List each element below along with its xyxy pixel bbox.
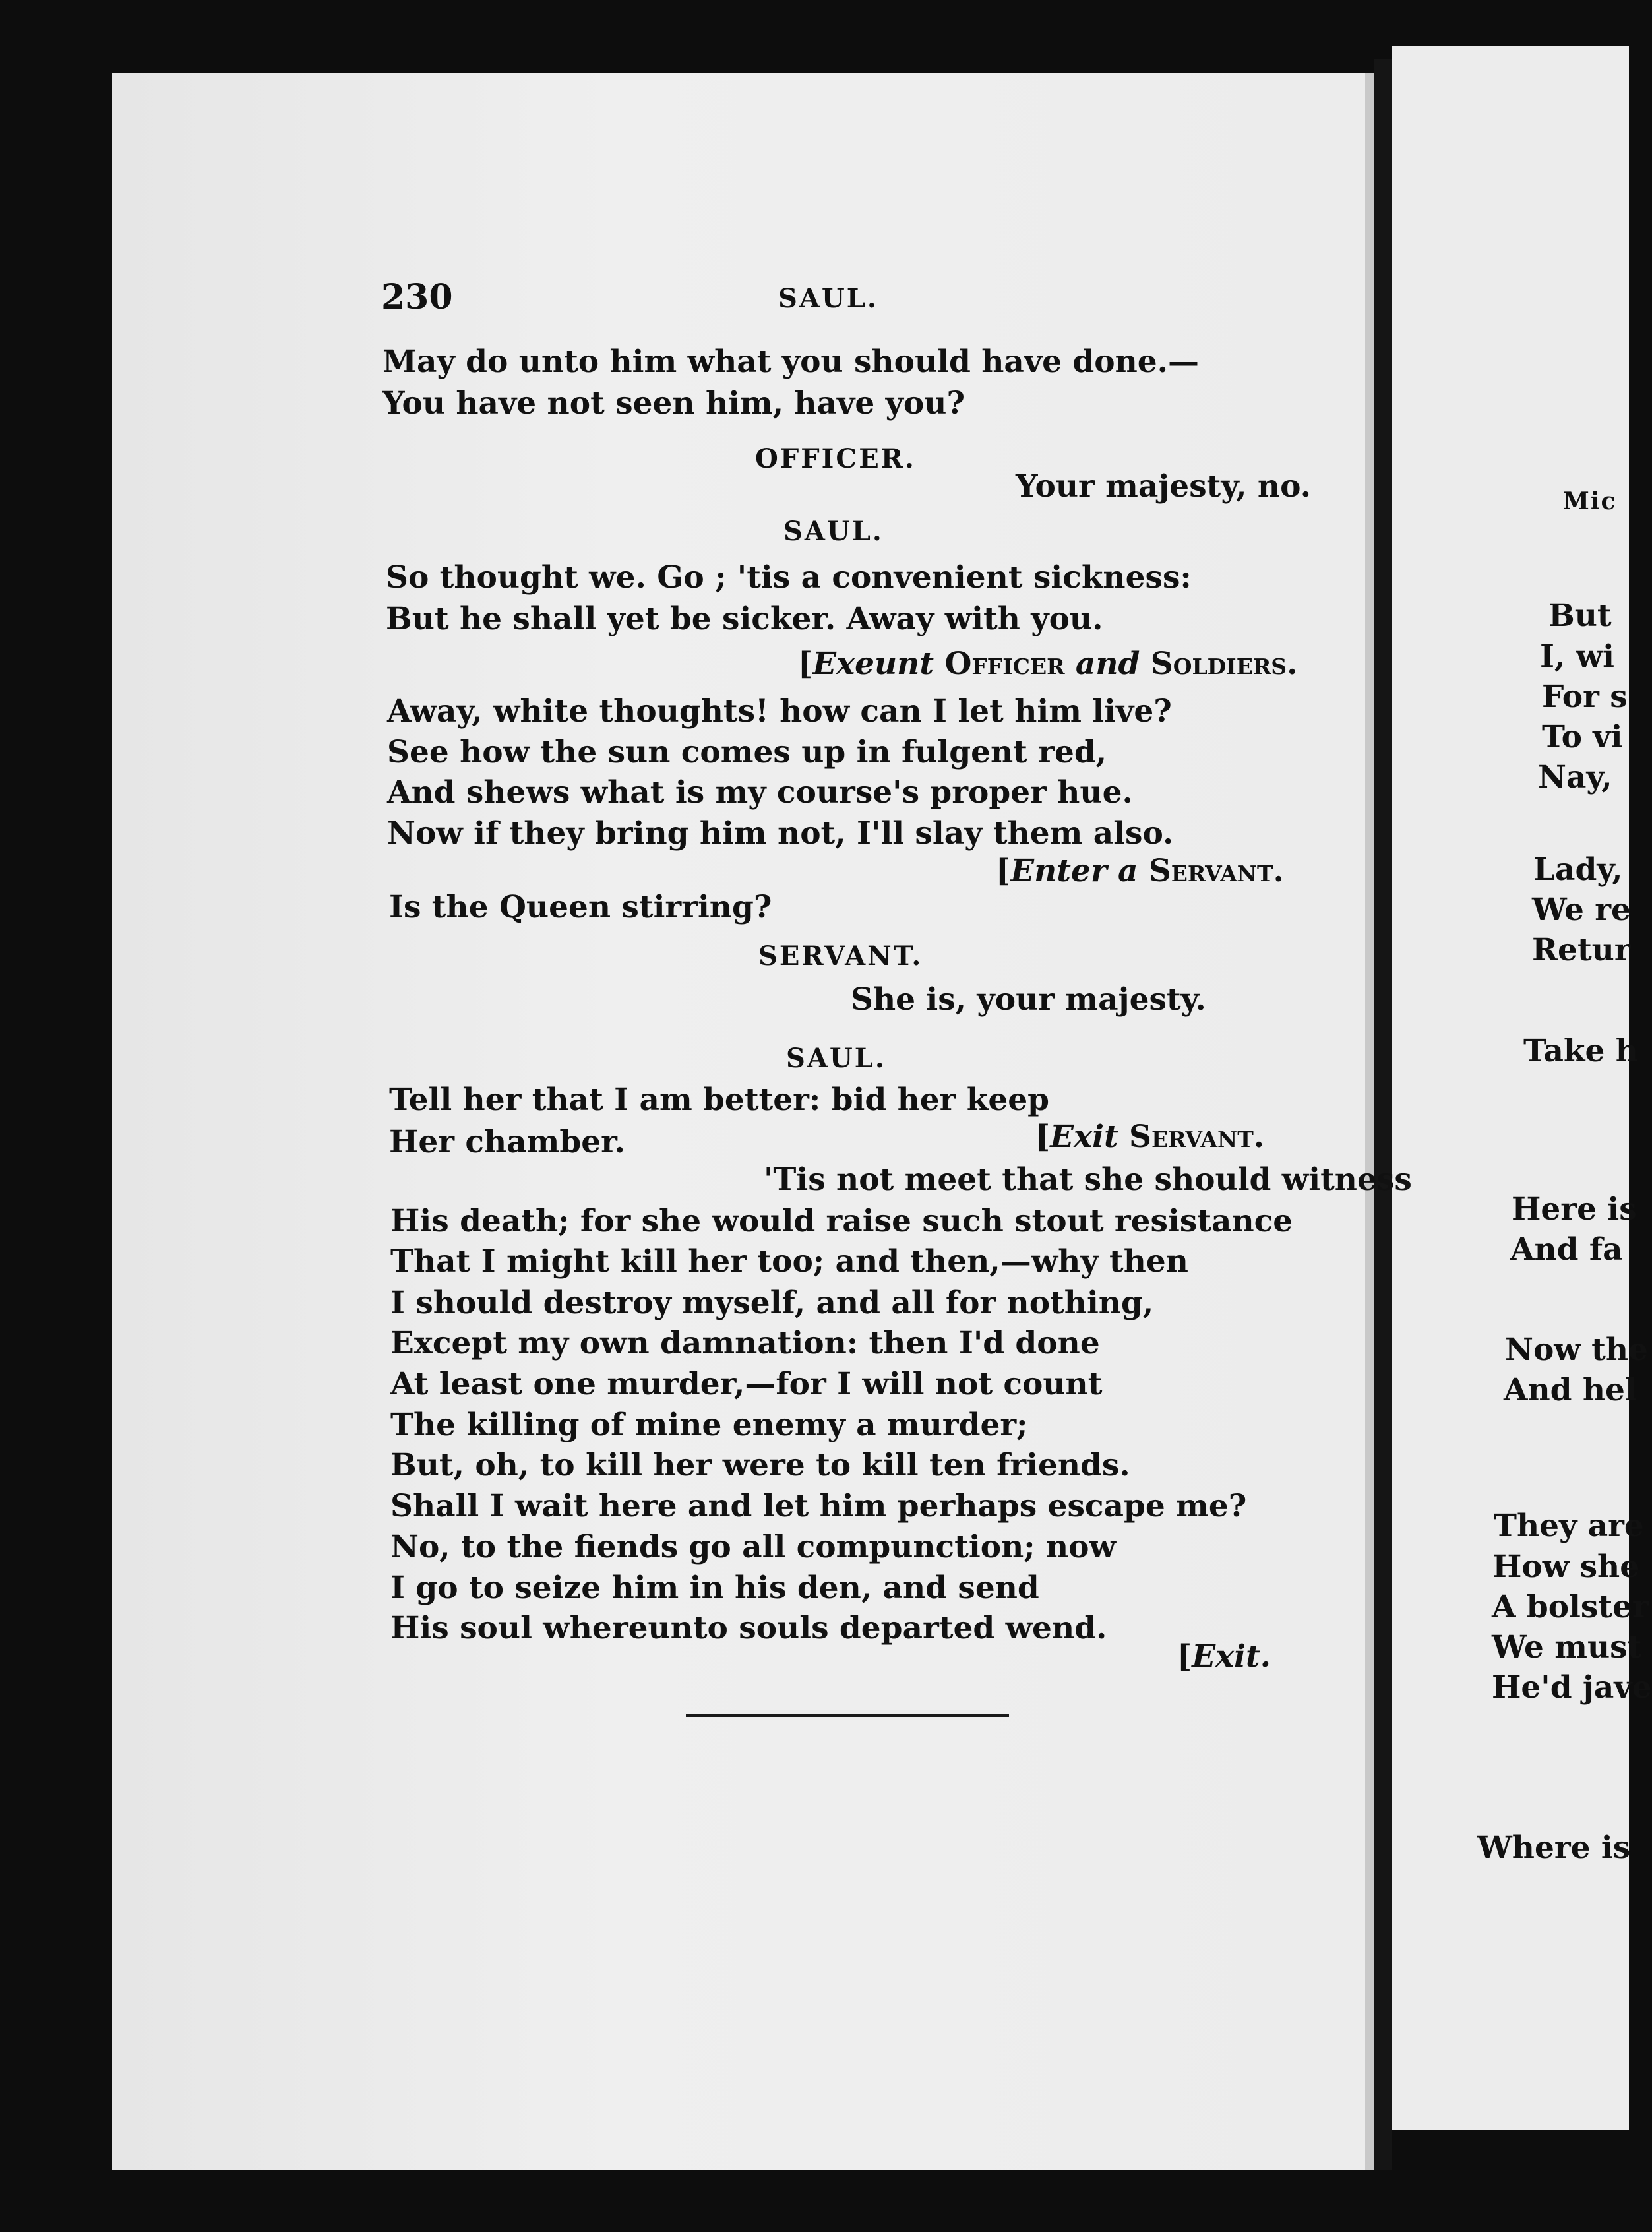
verse-line: I go to seize him in his den, and send xyxy=(390,1570,1039,1606)
facing-page-text: They are xyxy=(1494,1508,1644,1544)
verse-line: See how the sun comes up in fulgent red, xyxy=(387,734,1107,770)
stage-direction-enter: [Enter a Servant. xyxy=(996,853,1284,889)
facing-page-text: He'd jave xyxy=(1492,1669,1652,1706)
verse-line: That I might kill her too; and then,—why then xyxy=(390,1243,1188,1280)
verse-line: But he shall yet be sicker. Away with you. xyxy=(386,601,1103,637)
facing-page-text: For s xyxy=(1542,679,1628,715)
verse-line: His soul whereunto souls departed wend. xyxy=(390,1610,1107,1646)
stage-direction-exeunt: [Exeunt Officer and Soldiers. xyxy=(798,646,1298,682)
book-gutter xyxy=(1374,59,1392,2170)
verse-line: Her chamber. xyxy=(389,1124,625,1160)
end-of-scene-rule xyxy=(686,1714,1009,1717)
verse-line: She is, your majesty. xyxy=(851,981,1206,1018)
speaker-servant: SERVANT. xyxy=(758,941,923,972)
facing-page-text: To vi xyxy=(1542,719,1623,755)
stage-direction-exit: [Exit. xyxy=(1177,1638,1271,1675)
verse-line: Is the Queen stirring? xyxy=(389,889,772,925)
facing-page-text: Now the xyxy=(1505,1332,1648,1368)
verse-line: The killing of mine enemy a murder; xyxy=(390,1407,1028,1443)
verse-line: Shall I wait here and let him perhaps escape me? xyxy=(390,1488,1247,1524)
verse-line: His death; for she would raise such stout resistance xyxy=(390,1203,1293,1239)
speaker-saul: SAUL. xyxy=(786,1043,886,1074)
verse-line: Except my own damnation: then I'd done xyxy=(390,1325,1100,1361)
facing-page-text: I, wi xyxy=(1540,638,1615,675)
facing-page-text: Nay, xyxy=(1538,759,1612,795)
facing-page-text: Here is xyxy=(1512,1191,1637,1227)
page-number: 230 xyxy=(381,277,453,317)
speaker-saul: SAUL. xyxy=(783,516,884,547)
verse-line: So thought we. Go ; 'tis a convenient sickness: xyxy=(386,559,1192,596)
facing-page-text: A bolster xyxy=(1492,1589,1649,1625)
facing-page-text: Where is xyxy=(1477,1830,1631,1866)
facing-page-text: And hel xyxy=(1504,1372,1637,1408)
verse-line: You have not seen him, have you? xyxy=(382,385,965,421)
facing-page-text: We re xyxy=(1532,892,1631,928)
facing-page-text: How she xyxy=(1492,1549,1640,1585)
verse-line: At least one murder,—for I will not count xyxy=(390,1366,1103,1402)
verse-line: But, oh, to kill her were to kill ten friends. xyxy=(390,1447,1130,1483)
facing-page-text: We must xyxy=(1492,1629,1642,1665)
facing-page-text: And fa xyxy=(1510,1231,1623,1268)
stage-direction-exit-servant: [Exit Servant. xyxy=(1035,1119,1265,1155)
facing-page-text: Lady, xyxy=(1533,852,1623,888)
verse-line: And shews what is my course's proper hue. xyxy=(387,774,1133,811)
verse-line: Tell her that I am better: bid her keep xyxy=(389,1082,1049,1118)
book-page-right xyxy=(1392,46,1629,2130)
speaker-officer: OFFICER. xyxy=(755,443,916,474)
verse-line: Your majesty, no. xyxy=(1016,468,1311,505)
verse-line: I should destroy myself, and all for nothing, xyxy=(390,1285,1154,1321)
facing-page-text: But xyxy=(1548,598,1612,634)
facing-page-text: Mic xyxy=(1563,487,1617,515)
verse-line: Now if they bring him not, I'll slay them also. xyxy=(387,815,1174,852)
running-head: SAUL. xyxy=(778,283,878,314)
verse-line: 'Tis not meet that she should witness xyxy=(764,1162,1412,1198)
verse-line: May do unto him what you should have done.— xyxy=(382,344,1200,380)
verse-line: Away, white thoughts! how can I let him live? xyxy=(387,693,1172,729)
facing-page-text: Retur xyxy=(1532,932,1631,968)
facing-page-text: Take h xyxy=(1523,1033,1638,1069)
verse-line: No, to the fiends go all compunction; now xyxy=(390,1529,1116,1565)
